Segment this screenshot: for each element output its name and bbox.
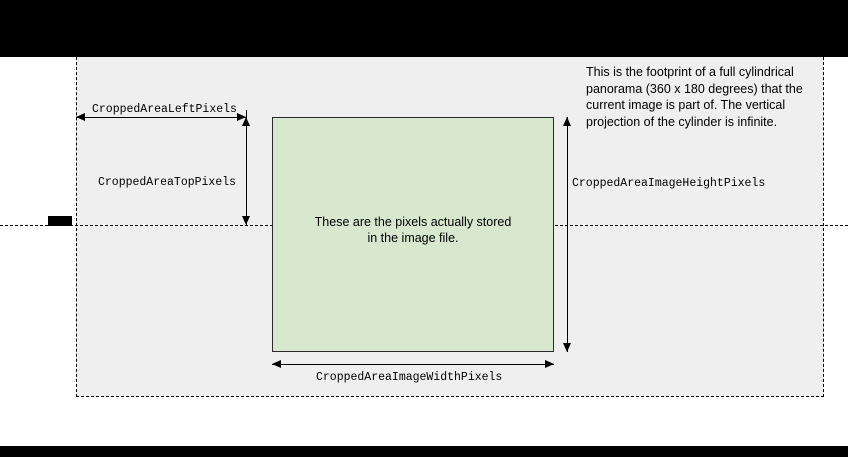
left-pixels-label: CroppedAreaLeftPixels xyxy=(92,103,237,116)
top-pixels-arrow-line xyxy=(246,117,247,225)
panorama-note: This is the footprint of a full cylindrical panorama (360 x 180 degrees) that the current image is part of. The vertical projection of the cylinder is infinite. xyxy=(586,65,803,129)
top-pixels-arrowhead-down xyxy=(242,216,250,225)
equator-marker xyxy=(48,216,72,226)
stored-image-caption-line-2: in the image file. xyxy=(367,231,459,245)
image-height-label: CroppedAreaImageHeightPixels xyxy=(572,177,766,190)
top-pixels-label: CroppedAreaTopPixels xyxy=(98,176,237,189)
image-width-arrowhead-right xyxy=(545,360,554,368)
image-height-arrow-line xyxy=(567,117,568,352)
stored-image-caption-line-1: These are the pixels actually stored xyxy=(314,215,512,229)
left-pixels-arrowhead-left xyxy=(76,113,85,121)
stored-image-region xyxy=(272,117,554,352)
image-height-arrowhead-up xyxy=(563,117,571,126)
stored-image-caption xyxy=(273,214,553,246)
image-width-arrow-line xyxy=(272,364,554,365)
image-width-label: CroppedAreaImageWidthPixels xyxy=(316,371,503,384)
top-pixels-arrowhead-up xyxy=(242,117,250,126)
image-width-arrowhead-left xyxy=(272,360,281,368)
image-height-arrowhead-down xyxy=(563,343,571,352)
left-pixels-arrow-line xyxy=(76,117,246,118)
